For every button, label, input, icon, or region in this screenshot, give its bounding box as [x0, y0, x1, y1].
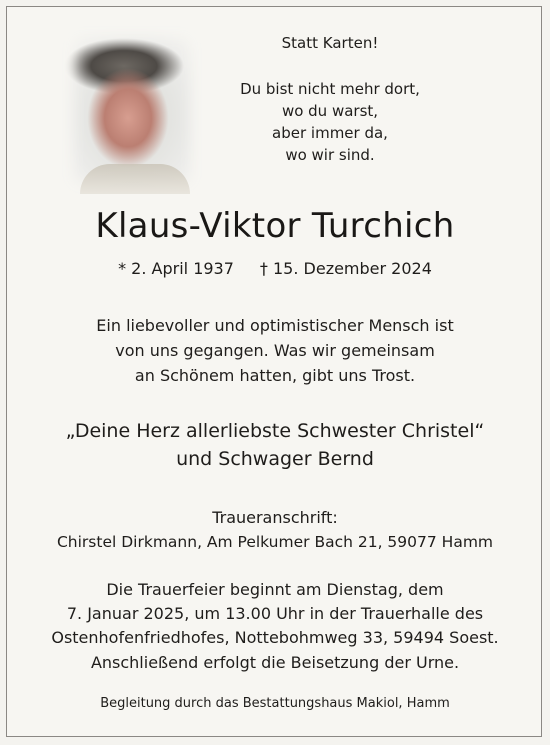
tribute-line-3: an Schönem hatten, gibt uns Trost.	[134, 366, 416, 385]
mourners-line-1: „Deine Herz allerliebste Schwester Christel“	[65, 420, 485, 442]
deceased-name: Klaus-Viktor Turchich	[95, 206, 455, 246]
address: Chirstel Dirkmann, Am Pelkumer Bach 21, 59077 Hamm	[56, 533, 494, 551]
ceremony-line-4: Anschließend erfolgt die Beisetzung der Urne.	[90, 653, 460, 672]
ceremony-line-3: Ostenhofenfriedhofes, Nottebohmweg 33, 59494 Soest.	[51, 628, 499, 647]
tribute-line-2: von uns gegangen. Was wir gemeinsam	[115, 341, 435, 360]
birth-date: * 2. April 1937	[118, 259, 234, 278]
ceremony-line-2: 7. Januar 2025, um 13.00 Uhr in der Trauerhalle des	[66, 604, 484, 623]
death-date: † 15. Dezember 2024	[259, 259, 432, 278]
verse-line-4: wo wir sind.	[285, 146, 375, 164]
statt-karten: Statt Karten!	[281, 34, 379, 52]
address-label: Traueranschrift:	[212, 508, 338, 527]
portrait-photo	[62, 26, 202, 194]
life-dates	[0, 258, 550, 280]
verse-line-3: aber immer da,	[272, 124, 388, 142]
mourners-line-2: und Schwager Bernd	[176, 448, 374, 470]
verse-line-1: Du bist nicht mehr dort,	[240, 80, 420, 98]
verse-line-2: wo du warst,	[281, 102, 379, 120]
tribute-line-1: Ein liebevoller und optimistischer Mensch ist	[96, 316, 454, 335]
ceremony-line-1: Die Trauerfeier beginnt am Dienstag, dem	[106, 580, 444, 599]
funeral-home: Begleitung durch das Bestattungshaus Makiol, Hamm	[100, 696, 450, 711]
